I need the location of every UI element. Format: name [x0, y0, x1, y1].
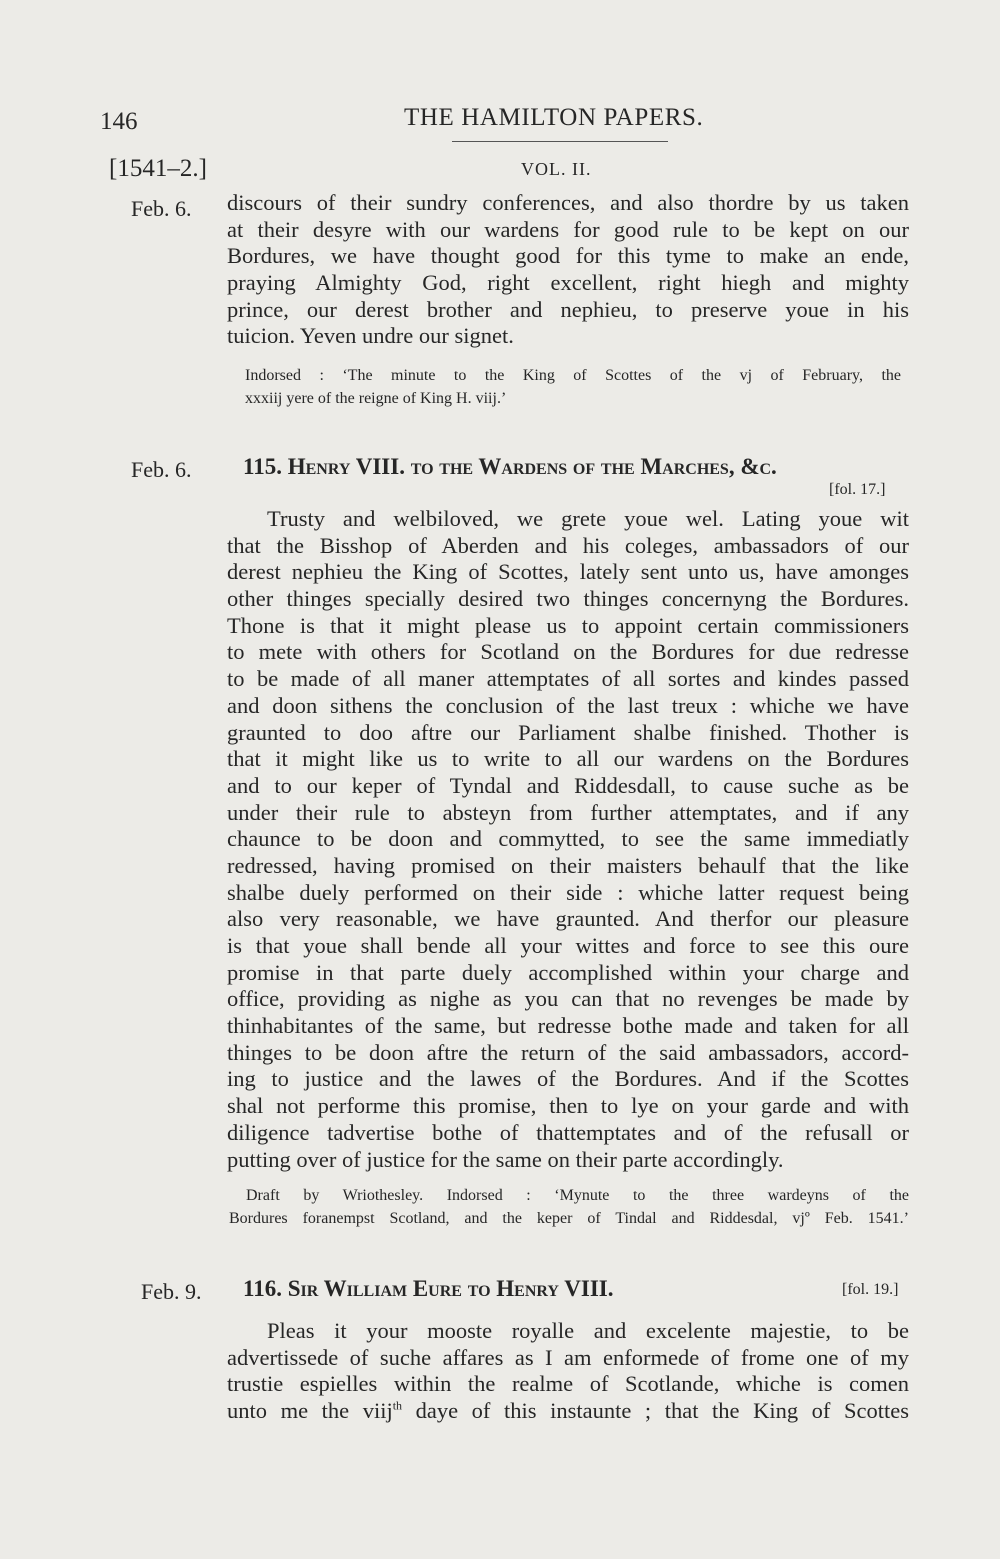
- text-line: Thone is that it might please us to appoint certain commissioners: [227, 612, 909, 638]
- header-rule: [452, 141, 668, 142]
- folio-reference: [fol. 17.]: [829, 481, 886, 498]
- text-line: [227, 1398, 909, 1425]
- document-title: Sir William Eure to Henry VIII.: [287, 1276, 614, 1301]
- text-line: to be made of all maner attemptates of all sortes and kindes passed: [227, 666, 909, 692]
- text-line: at their desyre with our wardens for good rule to be kept on our: [227, 216, 909, 242]
- text-line: and doon sithens the conclusion of the last treux : whiche we have: [227, 692, 909, 718]
- text-line: chaunce to be doon and commytted, to see the same immediatly: [227, 826, 909, 852]
- running-title: THE HAMILTON PAPERS.: [404, 104, 704, 131]
- continuation-paragraph: [227, 190, 909, 350]
- folio-reference: [fol. 19.]: [842, 1281, 899, 1298]
- document-heading-115: [243, 454, 777, 480]
- text-line: putting over of justice for the same on their parte accordingly.: [227, 1146, 784, 1172]
- text-line: thinges to be doon aftre the return of the said ambassadors, accord-: [227, 1039, 909, 1065]
- text-line: trustie espielles within the realme of Scotlande, whiche is comen: [227, 1371, 909, 1397]
- text-line: derest nephieu the King of Scottes, lately sent unto us, have amonges: [227, 559, 909, 585]
- text-line: Trusty and welbiloved, we grete youe wel. Lating youe wit: [267, 506, 909, 531]
- document-number: 115.: [243, 454, 282, 479]
- text-fragment: unto me the viij: [227, 1398, 393, 1424]
- page-number: 146: [100, 108, 138, 135]
- margin-date-feb6: Feb. 6.: [131, 457, 192, 482]
- margin-date-feb6-continuation: Feb. 6.: [131, 196, 192, 221]
- text-line: that the Bisshop of Aberden and his coleges, ambassadors of our: [227, 532, 909, 558]
- text-fragment: daye of this instaunte ; that the King of Scottes: [402, 1398, 909, 1424]
- volume-label: VOL. II.: [521, 159, 592, 179]
- text-line: office, providing as nighe as you can that no revenges be made by: [227, 986, 909, 1012]
- document-number: 116.: [243, 1276, 282, 1301]
- text-line: is that youe shall bende all your wittes and force to see this oure: [227, 933, 909, 958]
- text-line: promise in that parte duely accomplished within your charge and: [227, 959, 909, 985]
- text-line: to mete with others for Scotland on the Bordures for due redresse: [227, 639, 909, 665]
- text-line: thinhabitantes of the same, but redresse bothe made and taken for all: [227, 1013, 909, 1039]
- text-line: and to our keper of Tyndal and Riddesdall, to cause suche as be: [227, 772, 909, 798]
- text-line: shalbe duely performed on their side : whiche latter request being: [227, 879, 909, 905]
- text-line: under their rule to absteyn from further attemptates, and if any: [227, 799, 909, 825]
- year-bracket: [1541–2.]: [109, 155, 207, 182]
- text-line: shal not performe this promise, then to lye on your garde and with: [227, 1093, 909, 1119]
- text-line: discours of their sundry conferences, and also thordre by us taken: [227, 190, 909, 215]
- document-116-body: [227, 1318, 909, 1425]
- text-line: also very reasonable, we have graunted. And therfor our pleasure: [227, 906, 909, 932]
- text-line: redressed, having promised on their maisters behaulf that the like: [227, 852, 909, 878]
- note-line: Indorsed : ‘The minute to the King of Scottes of the vj of February, the: [245, 367, 901, 384]
- text-line: prince, our derest brother and nephieu, to preserve youe in his: [227, 296, 909, 322]
- text-line: that it might like us to write to all our wardens on the Bordures: [227, 746, 909, 772]
- text-line: Pleas it your mooste royalle and excelente majestie, to be: [267, 1318, 909, 1343]
- document-heading-116: [243, 1276, 614, 1302]
- text-line: graunted to doo aftre our Parliament shalbe finished. Thother is: [227, 719, 909, 745]
- margin-date-feb9: Feb. 9.: [141, 1279, 202, 1304]
- text-line: praying Almighty God, right excellent, right hiegh and mighty: [227, 270, 909, 296]
- note-line: Bordures foranempst Scotland, and the keper of Tindal and Riddesdal, vjº Feb. 1541.’: [229, 1210, 909, 1227]
- draft-note: [229, 1184, 909, 1230]
- superscript: th: [392, 1398, 403, 1413]
- text-line: diligence tadvertise bothe of thattemptates and of the refusall or: [227, 1119, 909, 1145]
- endorsement-note: [245, 364, 901, 410]
- document-title: Henry VIII. to the Wardens of the Marches, &c.: [287, 454, 777, 479]
- document-115-body: [227, 506, 909, 1173]
- text-line: ing to justice and the lawes of the Bordures. And if the Scottes: [227, 1066, 909, 1092]
- text-line: tuicion. Yeven undre our signet.: [227, 323, 514, 349]
- note-line: xxxiij yere of the reigne of King H. viij.’: [245, 390, 507, 407]
- text-line: other thinges specially desired two thinges concernyng the Bordures.: [227, 586, 909, 612]
- text-line: advertissede of suche affares as I am enformede of frome one of my: [227, 1344, 909, 1370]
- text-line: Bordures, we have thought good for this tyme to make an ende,: [227, 243, 909, 269]
- note-line: Draft by Wriothesley. Indorsed : ‘Mynute to the three wardeyns of the: [246, 1187, 909, 1204]
